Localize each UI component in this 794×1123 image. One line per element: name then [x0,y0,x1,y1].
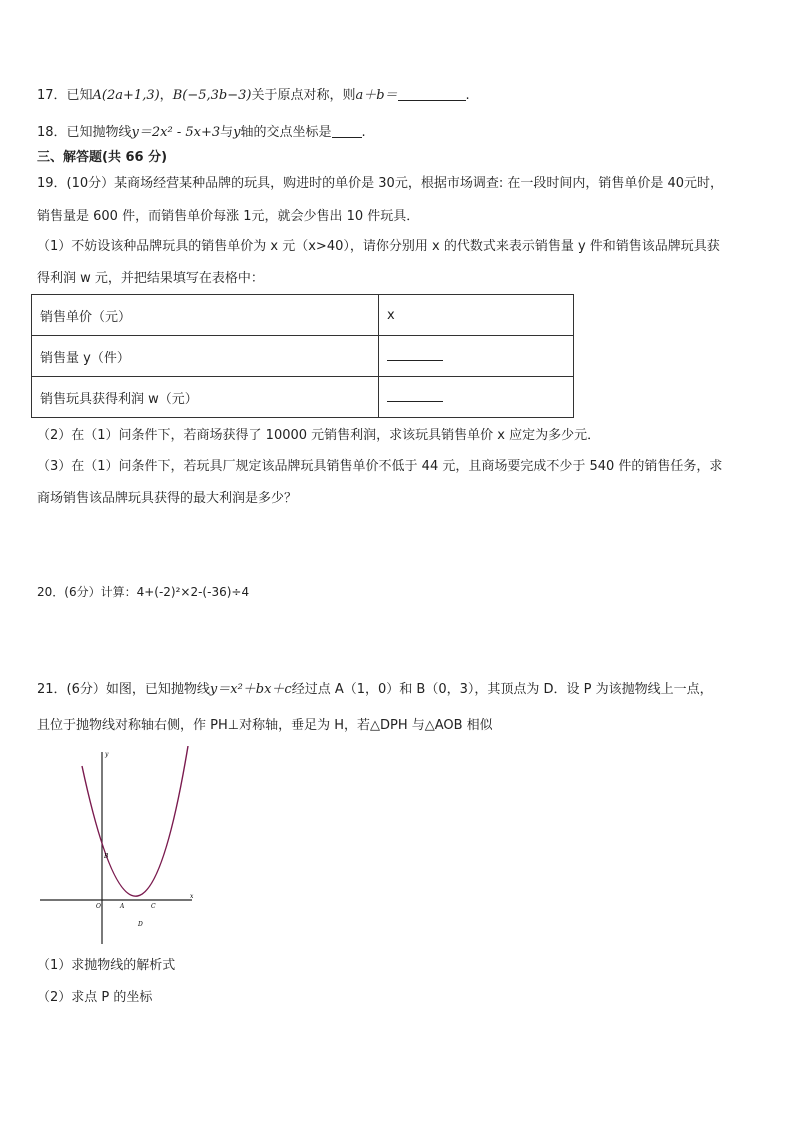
parabola-figure [38,746,200,948]
q19-part3-line-1: （3）在（1）问条件下，若玩具厂规定该品牌玩具销售单价不低于 44 元，且商场要完成不少于 540 件的销售任务，求 [37,459,723,474]
q17-point-b: B(−5,3b−3) [172,88,252,103]
section-heading: 三、解答题(共 66 分) [37,150,168,165]
table-row [32,377,574,418]
q21-part2: （2）求点 P 的坐标 [37,990,153,1005]
table-cell-label: 销售单价（元） [32,295,379,336]
q17-end: . [465,88,470,103]
q17-sep: ， [159,88,173,103]
q17-expr: a＋b＝ [355,88,398,103]
q21-part1: （1）求抛物线的解析式 [37,958,176,973]
table-row [32,295,574,336]
label-a: A [120,903,125,910]
q19-answer-table [31,294,574,418]
q18-prefix: 18．已知抛物线 [37,125,132,140]
q21-line1-rest: 经过点 A（1，0）和 B（0，3），其顶点为 D．设 P 为该抛物线上一点， [291,682,713,697]
q19-part2: （2）在（1）问条件下，若商场获得了 10000 元销售利润，求该玩具销售单价 x 应定为多少元． [37,428,601,443]
answer-blank [387,389,443,402]
q19-part1-line-2: 得利润 w 元，并把结果填写在表格中： [37,271,264,286]
q18-mid: 与 [220,125,234,140]
table-cell-label: 销售量 y（件） [32,336,379,377]
q18-answer-blank [332,123,362,138]
q18-suffix: 轴的交点坐标是 [240,125,332,140]
q17-prefix: 17．已知 [37,88,93,103]
q17-mid: 关于原点对称，则 [251,88,356,103]
table-row [32,336,574,377]
label-c: C [151,903,156,910]
q18-expr: y＝2x² - 5x+3 [131,125,221,140]
q18-axis: y [233,125,241,140]
label-o: O [96,903,101,910]
answer-blank [387,348,443,361]
label-x: x [190,893,194,900]
table-cell-label: 销售玩具获得利润 w（元） [32,377,379,418]
table-cell-blank [379,377,574,418]
q19-line-1: 19．(10分）某商场经营某种品牌的玩具，购进时的单价是 30元，根据市场调查: 在一段时间内，销售单价是 40元时， [37,176,724,191]
q19-line-2: 销售量是 600 件，而销售单价每涨 1元，就会少售出 10 件玩具． [37,209,420,224]
table-cell-value: x [379,295,574,336]
q21-line-2: 且位于抛物线对称轴右侧，作 PH⊥对称轴，垂足为 H，若△DPH 与△AOB 相似 [37,718,493,733]
q19-part3-line-2: 商场销售该品牌玩具获得的最大利润是多少？ [37,491,298,506]
question-18 [37,123,366,143]
q21-line-1 [37,680,758,700]
label-b: B [104,853,109,860]
question-17 [37,86,470,106]
q17-point-a: A(2a+1,3) [92,88,160,103]
label-y: y [105,751,109,758]
q21-expr: y＝x²＋bx＋c [209,682,292,697]
label-d: D [138,921,143,928]
q18-end: . [361,125,366,140]
q19-part1-line-1: （1）不妨设该种品牌玩具的销售单价为 x 元（x>40），请你分别用 x 的代数式来表示销售量 y 件和销售该品牌玩具获 [37,239,720,254]
q21-prefix: 21．(6分）如图，已知抛物线 [37,682,210,697]
parabola-curve [82,746,188,896]
q17-answer-blank [398,86,466,101]
table-cell-blank [379,336,574,377]
question-20: 20．(6分）计算：4+(-2)²×2-(-36)÷4 [37,585,250,599]
